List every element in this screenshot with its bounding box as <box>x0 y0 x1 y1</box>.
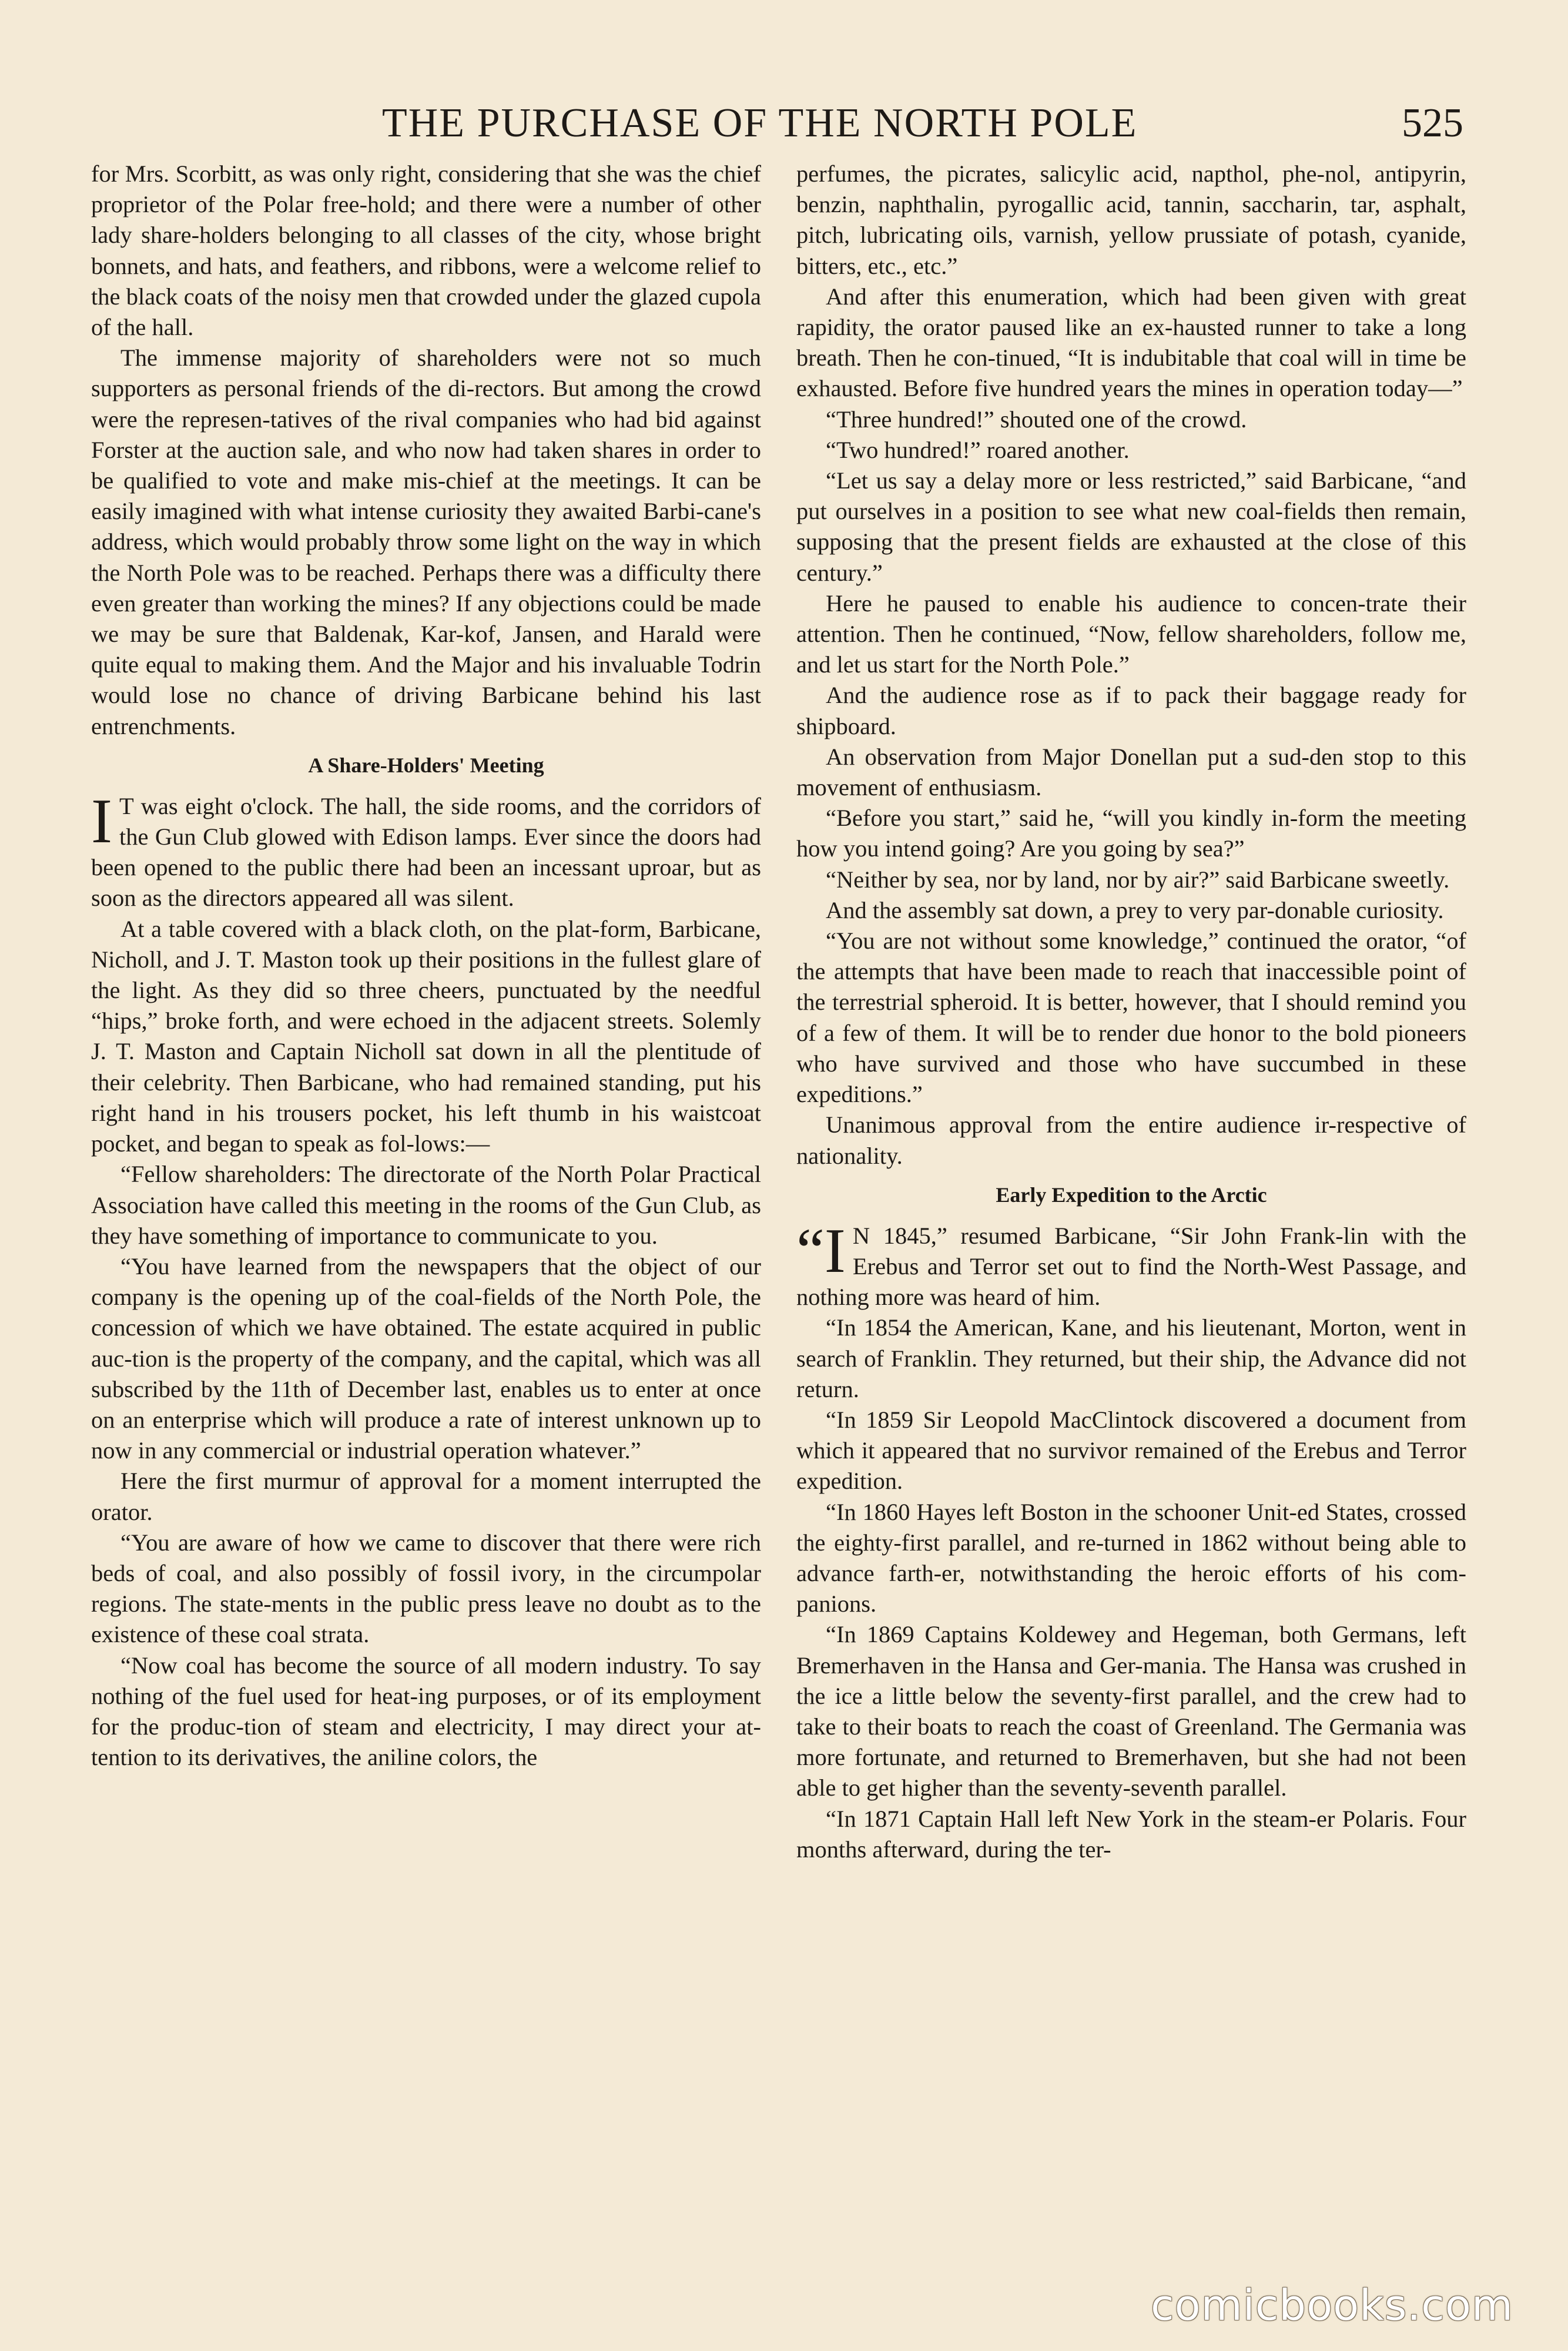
section-heading: A Share-Holders' Meeting <box>308 753 544 777</box>
drop-cap: I <box>91 786 112 856</box>
paragraph: “You are aware of how we came to discover that there were rich beds of coal, and also possibly of fossil ivory, in the circumpolar regions. The state-ments in the public press leave no doubt as to the existence of these coal strata. <box>91 1529 761 1648</box>
paragraph: At a table covered with a black cloth, on the plat-form, Barbicane, Nicholl, and J. T. Maston took up their positions in the fullest glare of the light. As they did so three cheers, punctuated by the needful “hips,” broke forth, and were echoed in the adjacent streets. Solemly J. T. Maston and Captain Nicholl sat down in all the plentitude of their celebrity. Then Barbicane, who had remained standing, put his right hand in his trousers pocket, his left thumb in his waistcoat pocket, and began to speak as fol-lows:— <box>91 915 761 1157</box>
paragraph: perfumes, the picrates, salicylic acid, napthol, phe-nol, antipyrin, benzin, naphthalin, pyrogallic acid, tannin, saccharin, tar, asphalt, pitch, lubricating oils, varnish, yellow prussiate of potash, cyanide, bitters, etc., etc.” <box>796 160 1466 279</box>
paragraph: “You are not without some knowledge,” continued the orator, “of the attempts that have been made to reach that inaccessible point of the terrestrial spheroid. It is better, however, that I should remind you of a few of them. It will be to render due honor to the bold pioneers who have survived and those who have succumbed in these expeditions.” <box>796 927 1466 1108</box>
paragraph: An observation from Major Donellan put a sud-den stop to this movement of enthusiasm. <box>796 743 1466 801</box>
paragraph: “In 1869 Captains Koldewey and Hegeman, both Germans, left Bremerhaven in the Hansa and Ger-mania. The Hansa was crushed in the ice a little below the seventy-first parallel, and the crew had to take to their boats to reach the coast of Greenland. The Germania was more fortunate, and returned to Bremerhaven, but she had not been able to get higher than the seventy-seventh parallel. <box>796 1621 1466 1801</box>
right-column <box>796 159 1466 1865</box>
paragraph: “Let us say a delay more or less restricted,” said Barbicane, “and put ourselves in a position to see what new coal-fields then remain, supposing that the present fields are exhausted at the close of this century.” <box>796 467 1466 586</box>
paragraph: “In 1871 Captain Hall left New York in the steam-er Polaris. Four months afterward, during the ter- <box>796 1805 1466 1863</box>
paragraph: The immense majority of shareholders were not so much supporters as personal friends of the di-rectors. But among the crowd were the represen-tatives of the rival companies who had bid against Forster at the auction sale, and who now had taken shares in order to be qualified to vote and make mis-chief at the meetings. It can be easily imagined with what intense curiosity they awaited Barbi-cane's address, which would probably throw some light on the way in which the North Pole was to be reached. Perhaps there was a difficulty there even greater than working the mines? If any objections could be made we may be sure that Baldenak, Kar-kof, Jansen, and Harald were quite equal to making them. And the Major and his invaluable Todrin would lose no chance of driving Barbicane behind his last entrenchments. <box>91 344 761 739</box>
paragraph: “You have learned from the newspapers that the object of our company is the opening up of the coal-fields of the North Pole, the concession of which we have obtained. The estate acquired in public auc-tion is the property of the company, and the capital, which was all subscribed by the 11th of December last, enables us to enter at once on an enterprise which will produce a rate of interest unknown up to now in any commercial or industrial operation whatever.” <box>91 1252 761 1464</box>
page-number: 525 <box>1402 101 1463 146</box>
paragraph: “Neither by sea, nor by land, nor by air?” said Barbicane sweetly. <box>826 866 1450 893</box>
paragraph: “Two hundred!” roared another. <box>826 436 1130 463</box>
paragraph: And the audience rose as if to pack their baggage ready for shipboard. <box>796 682 1466 739</box>
paragraph: And after this enumeration, which had been given with great rapidity, the orator paused like an ex-hausted runner to take a long breath. Then he con-tinued, “It is indubitable that coal will in time be exhausted. Before five hundred years the mines in operation today—” <box>796 283 1466 402</box>
paragraph-text: N 1845,” resumed Barbicane, “Sir John Frank-lin with the Erebus and Terror set out to find the North-West Passage, and nothing more was heard of him. <box>796 1222 1466 1311</box>
paragraph: “Three hundred!” shouted one of the crowd. <box>826 406 1247 433</box>
paragraph: Here the first murmur of approval for a moment interrupted the orator. <box>91 1468 761 1525</box>
paragraph: “In 1854 the American, Kane, and his lieutenant, Morton, went in search of Franklin. They returned, but their ship, the Advance did not return. <box>796 1314 1466 1402</box>
paragraph: “In 1860 Hayes left Boston in the schooner Unit-ed States, crossed the eighty-first parallel, and re-turned in 1862 without being able to advance farth-er, notwithstanding the heroic efforts of his com-panions. <box>796 1498 1466 1617</box>
paragraph: for Mrs. Scorbitt, as was only right, considering that she was the chief proprietor of the Polar free-hold; and there were a number of other lady share-holders belonging to all classes of the city, whose bright bonnets, and hats, and feathers, and ribbons, were a welcome relief to the black coats of the noisy men that crowded under the glazed cupola of the hall. <box>91 160 761 341</box>
paragraph: “Now coal has become the source of all modern industry. To say nothing of the fuel used for heat-ing purposes, or of its employment for the produc-tion of steam and electricity, I may direct your at-tention to its derivatives, the aniline colors, the <box>91 1652 761 1771</box>
watermark: comicbooks.com <box>1151 2280 1514 2330</box>
paragraph: Here he paused to enable his audience to concen-trate their attention. Then he continued, “Now, fellow shareholders, follow me, and let us start for the North Pole.” <box>796 590 1466 678</box>
paragraph-with-dropcap <box>796 1215 1466 1313</box>
paragraph-with-dropcap <box>91 786 761 914</box>
paragraph: And the assembly sat down, a prey to very par-donable curiosity. <box>826 896 1444 923</box>
paragraph: “In 1859 Sir Leopold MacClintock discovered a document from which it appeared that no survivor remained of the Erebus and Terror expedition. <box>796 1406 1466 1495</box>
paragraph-text: T was eight o'clock. The hall, the side rooms, and the corridors of the Gun Club glowed with Edison lamps. Ever since the doors had been opened to the public there had been an incessant uproar, but as soon as the directors appeared all was silent. <box>91 792 761 912</box>
drop-cap: “I <box>796 1215 846 1286</box>
paragraph: Unanimous approval from the entire audience ir-respective of nationality. <box>796 1111 1466 1169</box>
left-column <box>91 159 761 1773</box>
paragraph: “Fellow shareholders: The directorate of the North Polar Practical Association have called this meeting in the rooms of the Gun Club, as they have something of importance to communicate to you. <box>91 1161 761 1249</box>
page-header <box>0 94 1568 165</box>
paragraph: “Before you start,” said he, “will you kindly in-form the meeting how you intend going? Are you going by sea?” <box>796 805 1466 862</box>
running-title: THE PURCHASE OF THE NORTH POLE <box>382 101 1138 146</box>
section-heading: Early Expedition to the Arctic <box>996 1183 1267 1207</box>
